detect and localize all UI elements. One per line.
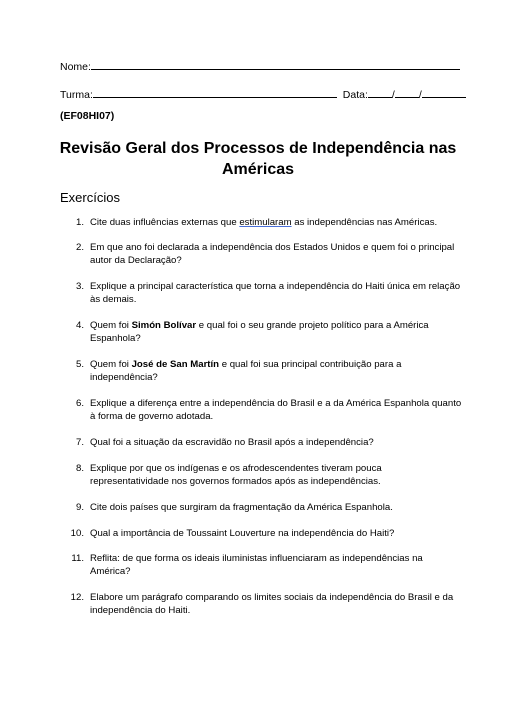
turma-data-line [60, 86, 466, 102]
section-title: Exercícios [60, 190, 120, 205]
question-text-part: as independências nas Américas. [291, 217, 438, 228]
date-separator: / [391, 89, 395, 101]
question-number: 3. [75, 281, 84, 292]
question-number: 6. [75, 398, 84, 409]
question-text-bold: José de San Martín [131, 359, 220, 370]
nome-blank[interactable] [91, 58, 460, 70]
question-text: Explique a diferença entre a independência do Brasil e a da América Espanhola quanto à forma de governo adotada. [90, 398, 462, 422]
year-blank[interactable] [422, 86, 466, 98]
question-text [90, 358, 462, 384]
turma-label: Turma: [60, 89, 93, 101]
nome-label: Nome: [60, 61, 91, 73]
question-text-part: e qual foi o seu grande projeto político para a América Espanhola? [90, 320, 429, 344]
day-blank[interactable] [368, 86, 392, 98]
month-blank[interactable] [395, 86, 419, 98]
question-number: 1. [75, 217, 84, 228]
question-text-part: Cite duas influências externas que [90, 217, 240, 228]
question-text: Elabore um parágrafo comparando os limites sociais da independência do Brasil e da independência do Haiti. [90, 592, 454, 616]
question-text-bold: Simón Bolívar [131, 320, 197, 331]
question-text: Qual a importância de Toussaint Louverture na independência do Haiti? [90, 528, 395, 539]
question-text-part: Quem foi [90, 320, 132, 331]
question-text-emphasis: estimularam [239, 217, 292, 228]
date-separator: / [418, 89, 422, 101]
question-text-part: Quem foi [90, 359, 132, 370]
question-number: 12. [70, 592, 84, 603]
question-text: Reflita: de que forma os ideais iluministas influenciaram as independências na América? [90, 553, 423, 577]
turma-blank[interactable] [93, 86, 337, 98]
question-number: 4. [75, 320, 84, 331]
question-number: 11. [71, 553, 84, 564]
question-text: Explique a principal característica que torna a independência do Haiti única em relação às demais. [90, 281, 461, 305]
question-text: Em que ano foi declarada a independência dos Estados Unidos e quem foi o principal autor da Declaração? [90, 242, 455, 266]
question-text: Explique por que os indígenas e os afrodescendentes tiveram pouca representatividade nos governos formados após as independências. [90, 463, 382, 487]
page-title: Revisão Geral dos Processos de Independência nas Américas [59, 140, 457, 178]
question-text [90, 216, 462, 229]
question-text-part: e qual foi sua principal contribuição para a independência? [90, 359, 402, 383]
question-number: 2. [75, 242, 84, 253]
skill-code: (EF08HI07) [60, 110, 115, 122]
nome-line [60, 58, 460, 74]
question-number: 10. [70, 528, 84, 539]
question-number: 5. [75, 359, 84, 370]
question-number: 9. [75, 502, 84, 513]
question-number: 8. [75, 463, 84, 474]
question-number: 7. [75, 437, 84, 448]
question-text: Cite dois países que surgiram da fragmentação da América Espanhola. [90, 502, 393, 513]
question-text [90, 319, 462, 345]
question-text: Qual foi a situação da escravidão no Brasil após a independência? [90, 437, 374, 448]
data-label: Data: [342, 89, 368, 101]
